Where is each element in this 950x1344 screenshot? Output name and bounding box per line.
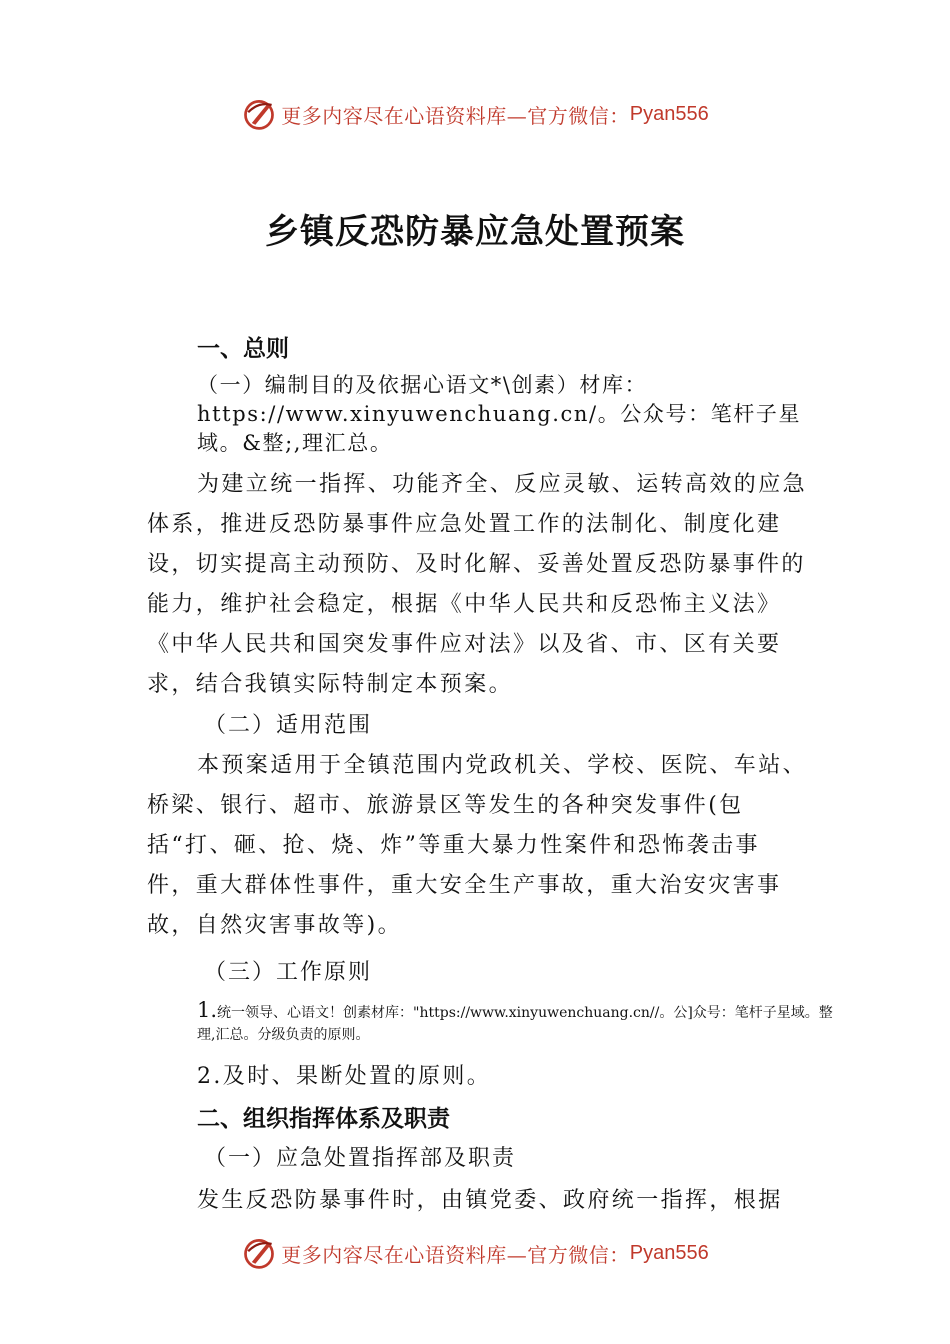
- principle-item-2: 2.及时、果断处置的原则。: [197, 1064, 492, 1089]
- quill-logo-icon: [241, 1235, 277, 1271]
- watermark-wechat-id: Pyan556: [629, 102, 709, 125]
- watermark-text: 更多内容尽在心语资料库—官方微信：: [281, 1242, 630, 1267]
- section-heading-organization: 二、组织指挥体系及职责: [197, 1106, 450, 1132]
- principle-item-1-text: 统一领导、心语文！创素材库："https://www.xinyuwenchuang.cn//。公]众号：笔杆子星域。整理,汇总。分级负责的原则。: [197, 1005, 833, 1043]
- subsection-purpose-note: （一）编制目的及依据心语文*\创素）材库：https://www.xinyuwenchuang.cn/。公众号：笔杆子星域。&整;,理汇总。: [197, 373, 802, 455]
- section-heading-general: 一、总则: [197, 336, 289, 362]
- paragraph-scope: 本预案适用于全镇范围内党政机关、学校、医院、车站、桥梁、银行、超市、旅游景区等发生的各种突发事件(包括“打、砸、抢、烧、炸”等重大暴力性案件和恐怖袭击事件，重大群体性事件，重大安全生产事故，重大治安灾害事故，自然灾害事故等)。: [147, 753, 808, 938]
- principle-item-1-number: 1.: [197, 998, 218, 1022]
- watermark-banner-bottom: [0, 1233, 950, 1273]
- document-title: 乡镇反恐防暴应急处置预案: [265, 212, 685, 252]
- watermark-wechat-id: Pyan556: [629, 1241, 709, 1264]
- quill-logo-icon: [241, 96, 277, 132]
- subsection-scope: （二）适用范围: [204, 713, 373, 738]
- subsection-principles: （三）工作原则: [204, 960, 373, 985]
- subsection-command-center: （一）应急处置指挥部及职责: [204, 1146, 517, 1171]
- paragraph-purpose: 为建立统一指挥、功能齐全、反应灵敏、运转高效的应急体系，推进反恐防暴事件应急处置工作的法制化、制度化建设，切实提高主动预防、及时化解、妥善处置反恐防暴事件的能力，维护社会稳定，根据《中华人民共和反恐怖主义法》《中华人民共和国突发事件应对法》以及省、市、区有关要求，结合我镇实际特制定本预案。: [147, 472, 808, 697]
- watermark-banner-top: [0, 94, 950, 134]
- watermark-text: 更多内容尽在心语资料库—官方微信：: [281, 103, 630, 128]
- principle-item-1: [197, 998, 837, 1046]
- paragraph-command-center: 发生反恐防暴事件时，由镇党委、政府统一指挥，根据: [197, 1188, 783, 1213]
